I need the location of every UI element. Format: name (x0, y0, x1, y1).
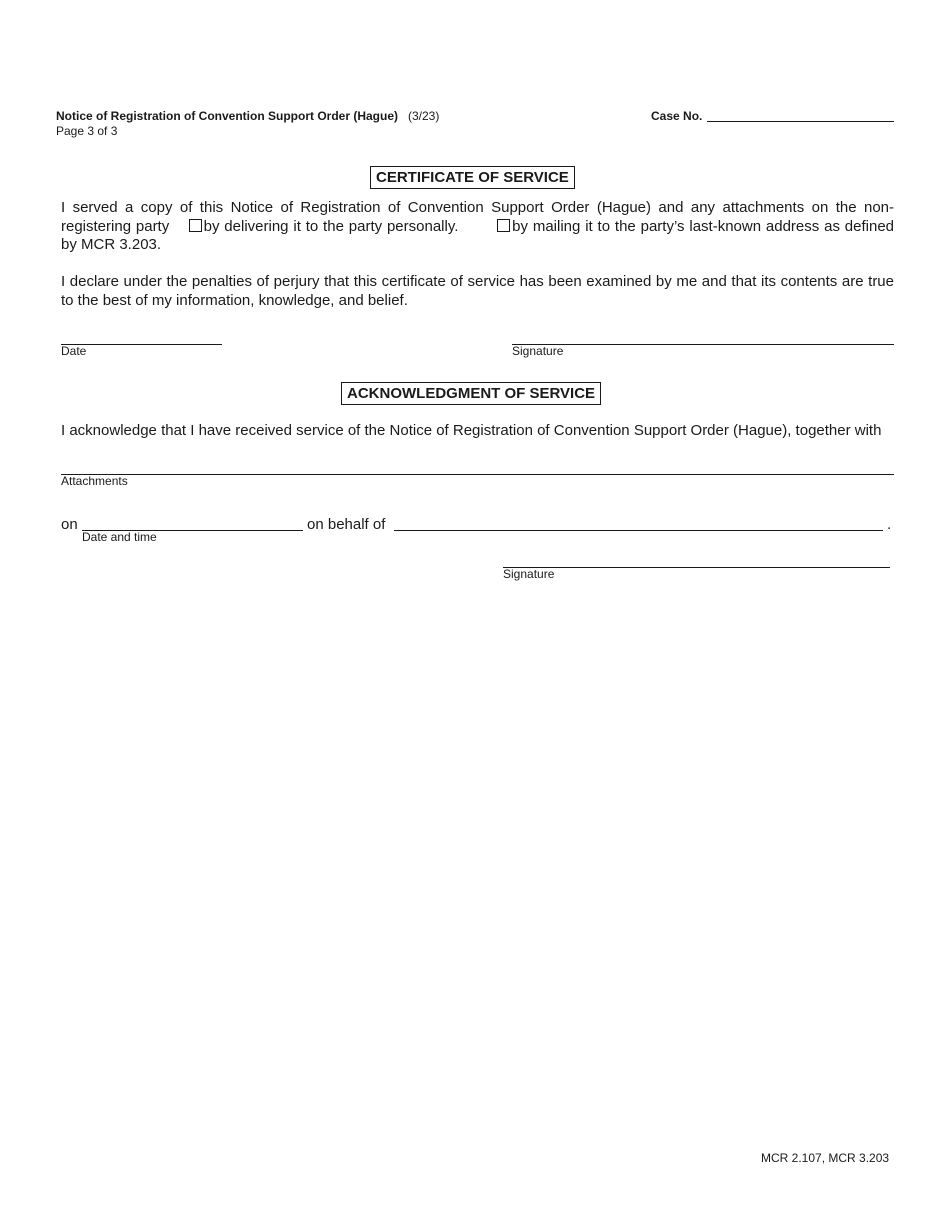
form-title-text: Notice of Registration of Convention Support Order (Hague) (56, 109, 398, 123)
on-behalf-of-field[interactable] (394, 530, 883, 531)
certificate-signature-field[interactable] (512, 344, 894, 345)
on-label: on (61, 516, 78, 533)
attachments-field[interactable] (61, 474, 894, 475)
certificate-date-label: Date (61, 344, 87, 358)
form-revision: (3/23) (408, 109, 440, 123)
service-intro-text: I served a copy of this Notice of Registration of Convention Support Order (Hague) and any attachments on the non-registering party (61, 199, 894, 235)
personal-delivery-checkbox[interactable] (189, 219, 202, 232)
attachments-label: Attachments (61, 474, 128, 488)
acknowledgment-text: I acknowledge that I have received service of the Notice of Registration of Convention Support Order (Hague), together with (61, 422, 882, 439)
certificate-of-service-heading: CERTIFICATE OF SERVICE (370, 166, 575, 189)
on-behalf-of-label: on behalf of (307, 516, 386, 533)
personal-delivery-label: by delivering it to the party personally. (203, 217, 459, 235)
date-time-label: Date and time (82, 530, 157, 544)
certificate-signature-label: Signature (512, 344, 564, 358)
mail-delivery-checkbox[interactable] (497, 219, 510, 232)
court-rule-references: MCR 2.107, MCR 3.203 (761, 1151, 890, 1165)
case-no-field[interactable] (707, 121, 894, 122)
page-number: Page 3 of 3 (56, 124, 118, 138)
mail-delivery-label: by mailing it to the party’s last-known address as defined by MCR 3.203. (61, 217, 895, 253)
acknowledgment-signature-field[interactable] (503, 567, 890, 568)
form-title (56, 109, 439, 123)
acknowledgment-signature-label: Signature (503, 567, 555, 581)
case-no-label: Case No. (651, 109, 703, 123)
service-paragraph (61, 199, 894, 255)
sentence-period: . (887, 516, 892, 533)
acknowledgment-of-service-heading: ACKNOWLEDGMENT OF SERVICE (341, 382, 601, 405)
perjury-declaration: I declare under the penalties of perjury that this certificate of service has been examined by me and that its contents are true to the best of my information, knowledge, and belief. (61, 273, 894, 309)
